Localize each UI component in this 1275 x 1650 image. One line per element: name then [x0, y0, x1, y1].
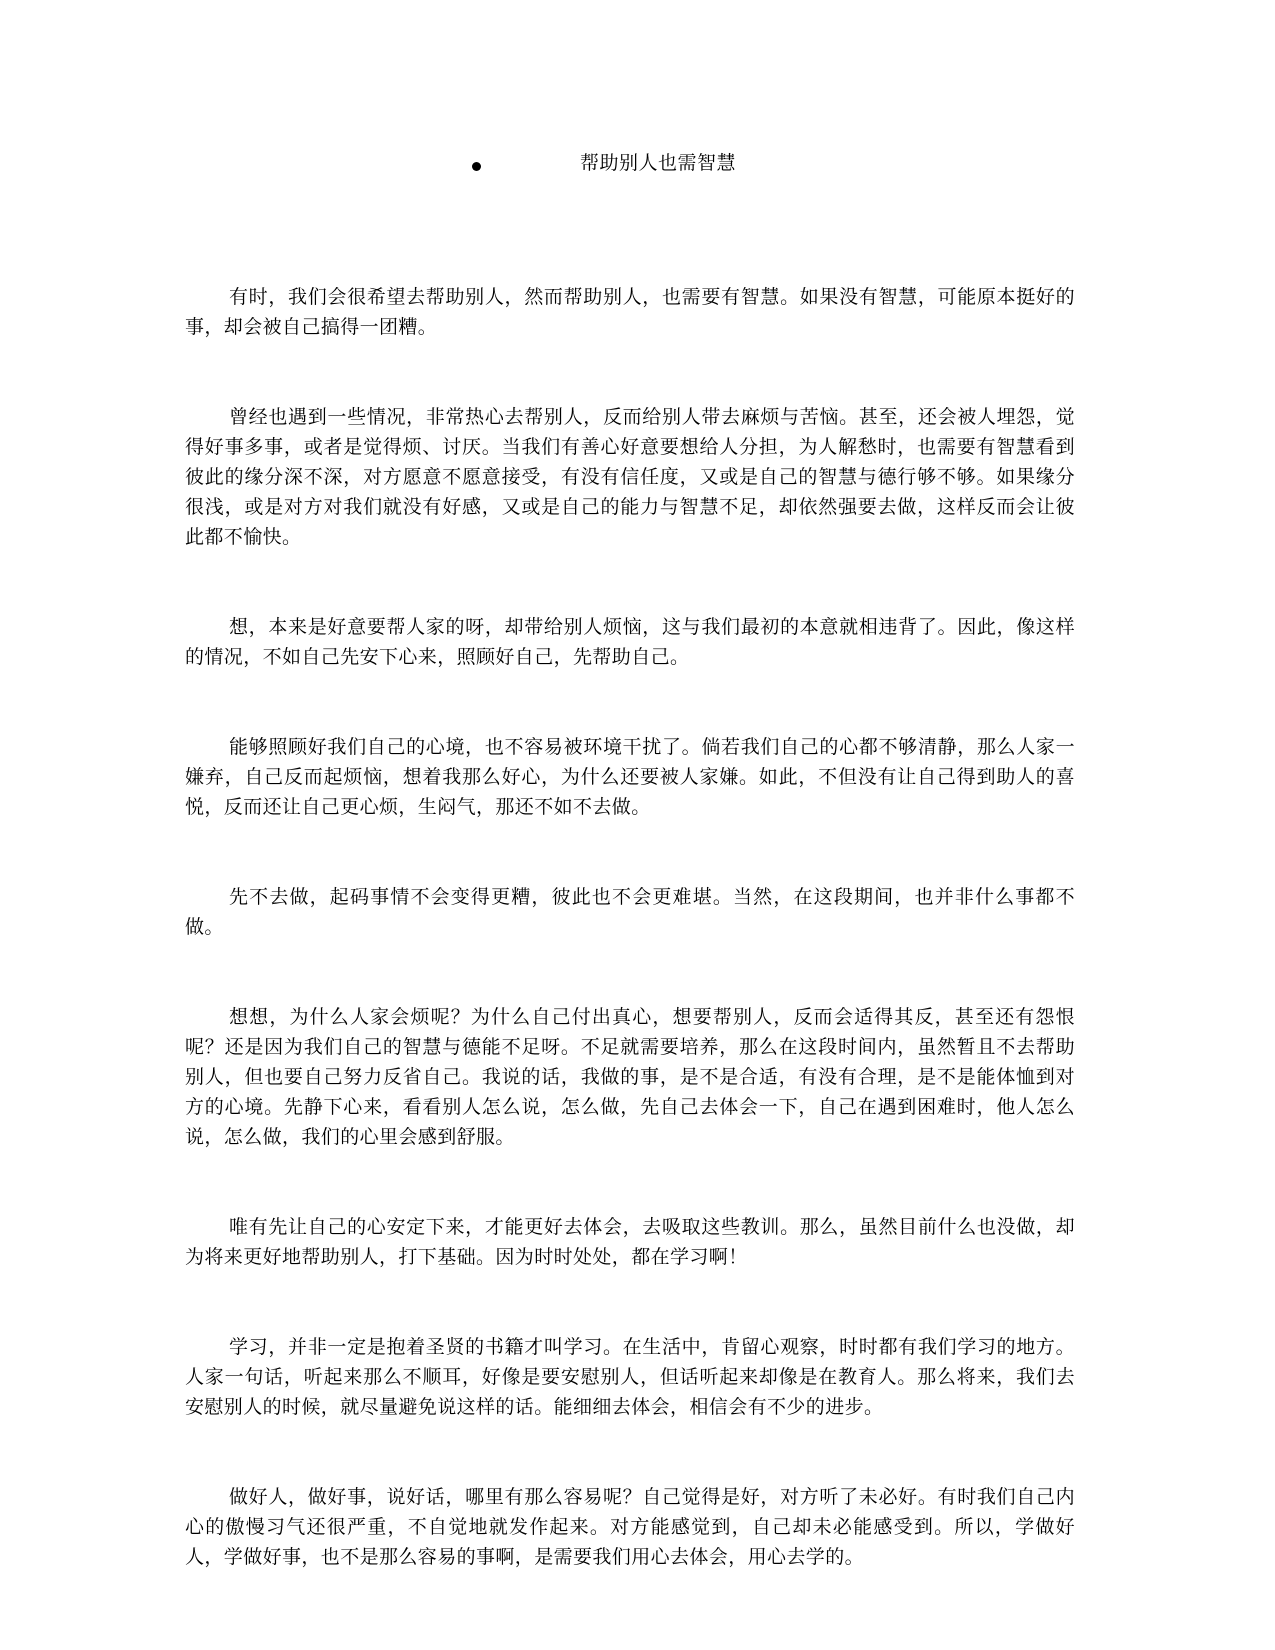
paragraph: 学习，并非一定是抱着圣贤的书籍才叫学习。在生活中，肯留心观察，时时都有我们学习的地方。人家一句话，听起来那么不顺耳，好像是要安慰别人，但话听起来却像是在教育人。那么将来，我们去安慰别人的时候，就尽量避免说这样的话。能细细去体会，相信会有不少的进步。	[185, 1336, 1075, 1418]
paragraph: 想想，为什么人家会烦呢？为什么自己付出真心，想要帮别人，反而会适得其反，甚至还有怨恨呢？还是因为我们自己的智慧与德能不足呀。不足就需要培养，那么在这段时间内，虽然暂且不去帮助别人，但也要自己努力反省自己。我说的话，我做的事，是不是合适，有没有合理，是不是能体恤到对方的心境。先静下心来，看看别人怎么说，怎么做，先自己去体会一下，自己在遇到困难时，他人怎么说，怎么做，我们的心里会感到舒服。	[185, 1006, 1075, 1148]
paragraph: 先不去做，起码事情不会变得更糟，彼此也不会更难堪。当然，在这段期间，也并非什么事都不做。	[185, 886, 1075, 938]
paragraph: 唯有先让自己的心安定下来，才能更好去体会，去吸取这些教训。那么，虽然目前什么也没做，却为将来更好地帮助别人，打下基础。因为时时处处，都在学习啊！	[185, 1216, 1075, 1268]
paragraph: 曾经也遇到一些情况，非常热心去帮别人，反而给别人带去麻烦与苦恼。甚至，还会被人埋怨，觉得好事多事，或者是觉得烦、讨厌。当我们有善心好意要想给人分担，为人解愁时，也需要有智慧看到彼此的缘分深不深，对方愿意不愿意接受，有没有信任度，又或是自己的智慧与德行够不够。如果缘分很浅，或是对方对我们就没有好感，又或是自己的能力与智慧不足，却依然强要去做，这样反而会让彼此都不愉快。	[185, 406, 1075, 548]
bullet-icon	[472, 162, 481, 171]
paragraph: 有时，我们会很希望去帮助别人，然而帮助别人，也需要有智慧。如果没有智慧，可能原本挺好的事，却会被自己搞得一团糟。	[185, 286, 1075, 338]
paragraph: 做好人，做好事，说好话，哪里有那么容易呢？自己觉得是好，对方听了未必好。有时我们自己内心的傲慢习气还很严重，不自觉地就发作起来。对方能感觉到，自己却未必能感受到。所以，学做好人，学做好事，也不是那么容易的事啊，是需要我们用心去体会，用心去学的。	[185, 1486, 1075, 1568]
paragraph: 想，本来是好意要帮人家的呀，却带给别人烦恼，这与我们最初的本意就相违背了。因此，像这样的情况，不如自己先安下心来，照顾好自己，先帮助自己。	[185, 616, 1075, 668]
page-title: 帮助别人也需智慧	[580, 152, 737, 174]
paragraph: 能够照顾好我们自己的心境，也不容易被环境干扰了。倘若我们自己的心都不够清静，那么人家一嫌弃，自己反而起烦恼，想着我那么好心，为什么还要被人家嫌。如此，不但没有让自己得到助人的喜悦，反而还让自己更心烦，生闷气，那还不如不去做。	[185, 736, 1075, 818]
title-row	[0, 148, 1275, 178]
article-body	[185, 282, 1075, 1632]
